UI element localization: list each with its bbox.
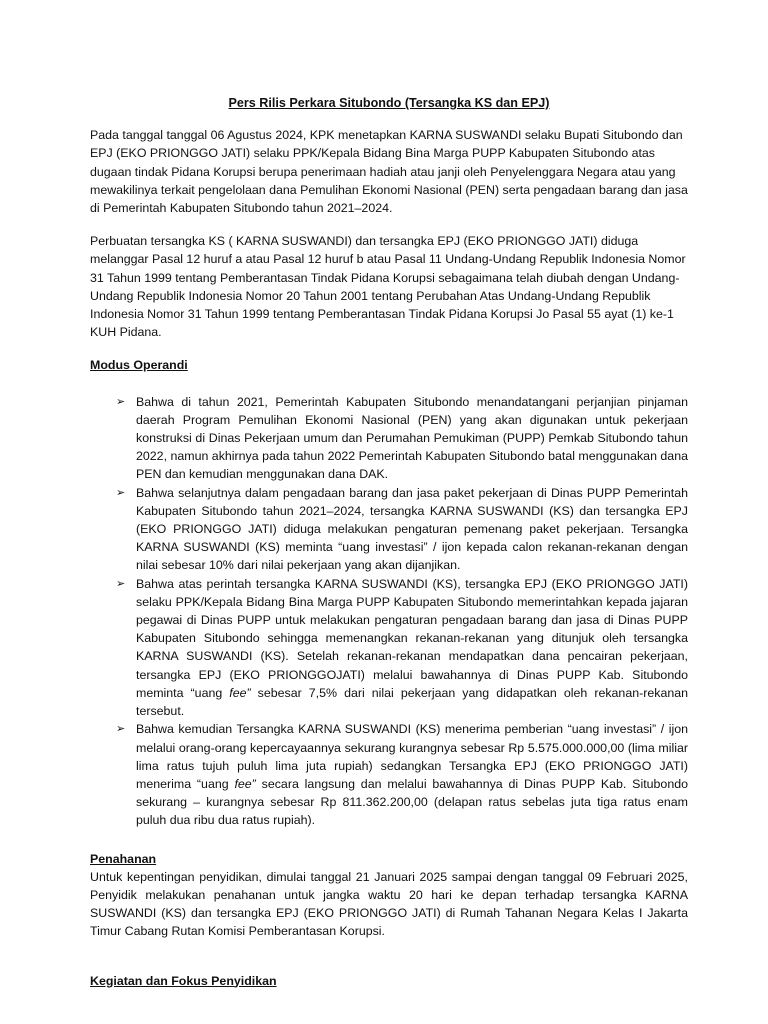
arrow-bullet-icon: ➢ [116,723,126,736]
list-item-text-part: Bahwa atas perintah tersangka KARNA SUSWANDI (KS), tersangka EPJ (EKO PRIONGGO JATI) selaku PPK/Kepala Bidang Bina Marga PUPP Kabupaten Situbondo memerintahkan kepada jajaran pegawai di Dinas PUPP untuk melakukan pengaturan pengadaan barang dan jasa di Dinas PUPP Kabupaten Situbondo sehingga memenangkan rekanan-rekanan yang ditunjuk oleh tersangka KARNA SUSWANDI (KS). Setelah rekanan-rekanan mendapatkan dana pencairan pekerjaan, tersangka EPJ (EKO PRIONGGOJATI) melalui bawahannya di Dinas PUPP Kab. Situbondo meminta “uang [136,576,688,700]
penahanan-paragraph: Untuk kepentingan penyidikan, dimulai tanggal 21 Januari 2025 sampai dengan tanggal 09 Februari 2025, Penyidik melakukan penahanan untuk jangka waktu 20 hari ke depan terhadap tersangka KARNA SUSWANDI (KS) dan tersangka EPJ (EKO PRIONGGO JATI) di Rumah Tahanan Negara Kelas I Jakarta Timur Cabang Rutan Komisi Pemberantasan Korupsi. [90,869,688,939]
modus-operandi-list [90,393,688,830]
list-item-text [136,577,688,718]
arrow-bullet-icon: ➢ [116,577,126,590]
fee-italic: fee” [234,776,256,791]
arrow-bullet-icon: ➢ [116,486,126,499]
fee-italic: fee” [229,685,251,700]
intro-paragraph: Pada tanggal tanggal 06 Agustus 2024, KPK menetapkan KARNA SUSWANDI selaku Bupati Situbondo dan EPJ (EKO PRIONGGO JATI) selaku PPK/Kepala Bidang Bina Marga PUPP Kabupaten Situbondo atas dugaan tindak Pidana Korupsi berupa penerimaan hadiah atau janji oleh Penyelenggara Negara atau yang mewakilinya terkait pengelolaan dana Pemulihan Ekonomi Nasional (PEN) serta pengadaan barang dan jasa di Pemerintah Kabupaten Situbondo tahun 2021–2024. [90,128,688,216]
list-item-text: Bahwa di tahun 2021, Pemerintah Kabupaten Situbondo menandatangani perjanjian pinjaman daerah Program Pemulihan Ekonomi Nasional (PEN) yang akan digunakan untuk pekerjaan konstruksi di Dinas Pekerjaan umum dan Perumahan Pemukiman (PUPP) Pemkab Situbondo tahun 2022, namun akhirnya pada tahun 2022 Pemerintah Kabupaten Situbondo batal menggunakan dana PEN dan kemudian menggunakan dana DAK. [136,394,688,482]
list-item-text: Bahwa selanjutnya dalam pengadaan barang dan jasa paket pekerjaan di Dinas PUPP Pemerintah Kabupaten Situbondo tahun 2021–2024, tersangka KARNA SUSWANDI (KS) dan tersangka EPJ (EKO PRIONGGO JATI) diduga melakukan pengaturan pemenang paket pekerjaan. Tersangka KARNA SUSWANDI (KS) meminta “uang investasi” / ijon kepada calon rekanan-rekanan dengan nilai sebesar 10% dari nilai pekerjaan yang akan dijanjikan. [136,485,688,573]
list-item [116,393,688,484]
list-item-text-part: sebesar 7,5% dari nilai pekerjaan yang didapatkan oleh rekanan-rekanan tersebut. [136,685,689,719]
section-spacer [90,956,688,972]
list-item-text-part: Bahwa kemudian Tersangka KARNA SUSWANDI (KS) menerima pemberian “uang investasi” / ijon melalui orang-orang kepercayaannya sekurang kurangnya sebesar Rp 5.575.000.000,00 (lima miliar lima ratus tujuh puluh lima juta rupiah) sedangkan Tersangka EPJ (EKO PRIONGGO JATI) menerima “uang [136,722,688,791]
list-item [116,575,688,721]
penahanan-heading: Penahanan [90,851,157,866]
kegiatan-heading: Kegiatan dan Fokus Penyidikan [90,973,277,988]
document-title: Pers Rilis Perkara Situbondo (Tersangka KS dan EPJ) [228,96,550,110]
list-item [116,484,688,575]
arrow-bullet-icon: ➢ [116,395,126,408]
charges-paragraph: Perbuatan tersangka KS ( KARNA SUSWANDI) dan tersangka EPJ (EKO PRIONGGO JATI) diduga melanggar Pasal 12 huruf a atau Pasal 12 huruf b atau Pasal 11 Undang-Undang Republik Indonesia Nomor 31 Tahun 1999 tentang Pemberantasan Tindak Pidana Korupsi sebagaimana telah diubah dengan Undang-Undang Republik Indonesia Nomor 20 Tahun 2001 tentang Perubahan Atas Undang-Undang Republik Indonesia Nomor 31 Tahun 1999 tentang Pemberantasan Tindak Pidana Korupsi Jo Pasal 55 ayat (1) ke-1 KUH Pidana. [90,234,686,340]
list-item [116,720,688,829]
list-item-text-part: secara langsung dan melalui bawahannya di Dinas PUPP Kab. Situbondo sekurang – kurangnya sebesar Rp 811.362.200,00 (delapan ratus sebelas juta tiga ratus enam puluh dua ribu dua ratus rupiah). [136,776,688,828]
modus-operandi-heading: Modus Operandi [90,358,188,373]
list-item-text [136,722,688,827]
